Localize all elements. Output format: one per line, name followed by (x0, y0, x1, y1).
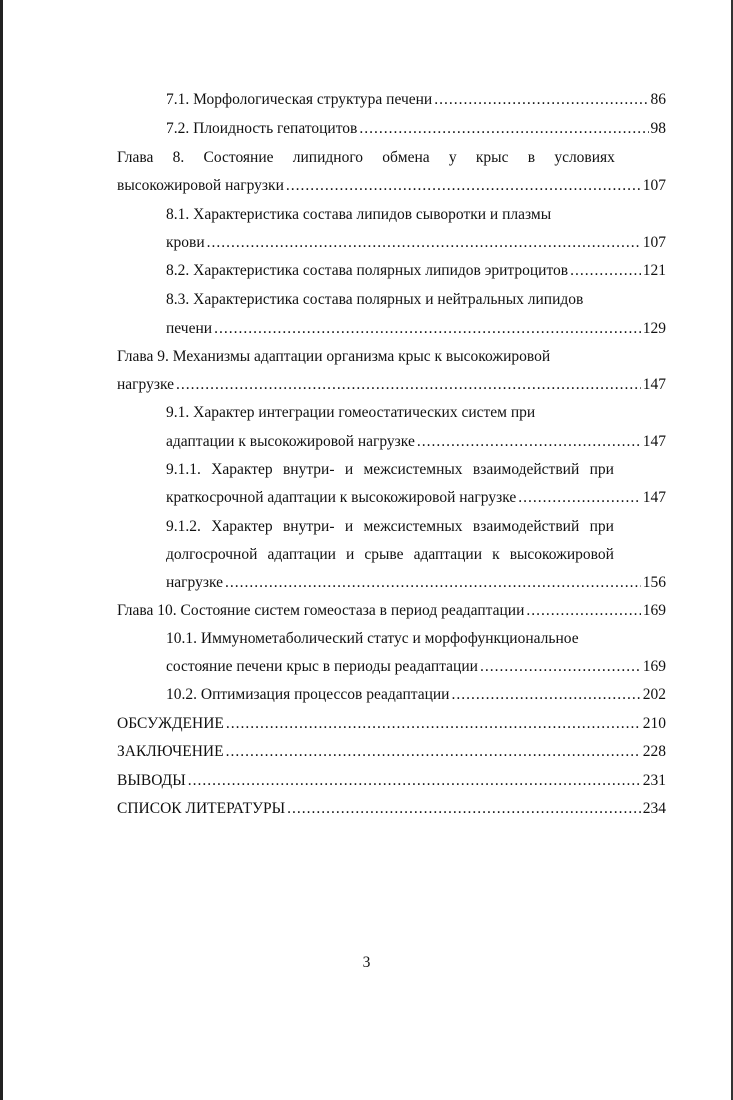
toc-page-number: 228 (642, 743, 666, 760)
word: обмена (382, 149, 430, 166)
toc-page-number: 86 (650, 91, 666, 108)
toc-entry-title: ЗАКЛЮЧЕНИЕ (117, 743, 224, 760)
dot-leader (226, 713, 641, 735)
toc-page-number: 107 (642, 177, 666, 194)
dot-leader (417, 431, 641, 453)
dot-leader (480, 656, 641, 678)
dot-leader (434, 89, 648, 111)
toc-entry-9-1 (166, 431, 666, 453)
dot-leader (451, 684, 640, 706)
toc-entry-10-1-heading: 10.1. Иммунометаболический статус и морфофункциональное (166, 630, 579, 647)
word: Глава (117, 149, 154, 166)
dot-leader (287, 798, 641, 820)
word: адаптации (413, 546, 483, 563)
toc-entry-7-1 (166, 89, 666, 111)
word: взаимодействий (472, 461, 580, 478)
toc-entry-references (117, 798, 666, 820)
dot-leader (207, 232, 641, 254)
toc-entry-8-2 (166, 260, 666, 282)
toc-entry-title: 10.2. Оптимизация процессов реадаптации (166, 686, 450, 703)
word: при (589, 461, 614, 478)
word: в (527, 149, 536, 166)
toc-entry-title: состояние печени крыс в периоды реадаптации (166, 658, 478, 675)
toc-entry-9-1-2 (166, 572, 666, 594)
dot-leader (359, 118, 648, 140)
toc-page-number: 147 (642, 433, 666, 450)
toc-entry-8-1 (166, 232, 666, 254)
dot-leader (176, 374, 641, 396)
toc-page-number: 231 (642, 772, 666, 789)
toc-page-number: 147 (642, 489, 666, 506)
toc-page-number: 147 (642, 376, 666, 393)
toc-entry-discussion (117, 713, 666, 735)
toc-chapter-8-heading (117, 147, 615, 169)
toc-entry-conclusion (117, 741, 666, 763)
toc-page-number: 169 (642, 658, 666, 675)
toc-entry-9-1-2-heading-line2 (166, 544, 614, 566)
word: взаимодействий (472, 518, 580, 535)
word: крыс (475, 149, 509, 166)
toc-page-number: 121 (642, 262, 666, 279)
toc-entry-title: ОБСУЖДЕНИЕ (117, 715, 224, 732)
toc-entry-title: нагрузке (166, 574, 223, 591)
word: Состояние (203, 149, 274, 166)
word: и (345, 546, 355, 563)
toc-entry-chapter-8 (117, 175, 666, 197)
toc-page-number: 202 (642, 686, 666, 703)
word: адаптации (267, 546, 336, 563)
word: и (344, 518, 354, 535)
toc-page-number: 107 (642, 234, 666, 251)
word: межсистемных (363, 518, 463, 535)
toc-entry-10-1 (166, 656, 666, 678)
dot-leader (286, 175, 641, 197)
toc-entry-9-1-1-heading (166, 459, 614, 481)
toc-page-number: 234 (642, 800, 666, 817)
word: 9.1.1. (166, 461, 201, 478)
toc-entry-8-1-heading: 8.1. Характеристика состава липидов сыворотки и плазмы (166, 206, 552, 223)
toc-page-number: 210 (642, 715, 666, 732)
toc-entry-title: нагрузке (117, 376, 174, 393)
toc-page-number: 129 (642, 320, 666, 337)
toc-page-number: 98 (650, 120, 666, 137)
word: межсистемных (363, 461, 463, 478)
toc-page-number: 156 (642, 574, 666, 591)
toc-entry-title: крови (166, 234, 205, 251)
word: долгосрочной (166, 546, 258, 563)
toc-entry-10-2 (166, 684, 666, 706)
word: 8. (172, 149, 185, 166)
toc-entry-title: ВЫВОДЫ (117, 772, 186, 789)
toc-entry-7-2 (166, 118, 666, 140)
dot-leader (188, 770, 641, 792)
toc-entry-9-1-heading: 9.1. Характер интеграции гомеостатических систем при (166, 404, 536, 421)
word: высокожировой (509, 546, 614, 563)
dot-leader (226, 741, 641, 763)
toc-entry-title: краткосрочной адаптации к высокожировой нагрузке (166, 489, 517, 506)
toc-entry-9-1-2-heading (166, 516, 614, 538)
dot-leader (214, 318, 641, 340)
toc-entry-9-1-1 (166, 487, 666, 509)
word: у (448, 149, 457, 166)
toc-entry-title: СПИСОК ЛИТЕРАТУРЫ (117, 800, 286, 817)
word: к (492, 546, 500, 563)
word: 9.1.2. (166, 518, 201, 535)
toc-entry-title: 7.1. Морфологическая структура печени (166, 91, 433, 108)
dot-leader (526, 600, 640, 622)
word: внутри- (282, 461, 335, 478)
toc-entry-title: адаптации к высокожировой нагрузке (166, 433, 415, 450)
dot-leader (225, 572, 641, 594)
word: липидного (292, 149, 364, 166)
toc-entry-findings (117, 770, 666, 792)
word: срыве (364, 546, 404, 563)
toc-entry-chapter-9 (117, 374, 666, 396)
toc-entry-title: 7.2. Плоидность гепатоцитов (166, 120, 358, 137)
toc-entry-title: печени (166, 320, 213, 337)
toc-chapter-9-heading: Глава 9. Механизмы адаптации организма крыс к высокожировой (117, 348, 551, 365)
word: при (589, 518, 614, 535)
page-number: 3 (362, 954, 371, 971)
word: Характер (211, 518, 273, 535)
toc-entry-8-3 (166, 318, 666, 340)
word: Характер (211, 461, 273, 478)
toc-entry-8-3-heading: 8.3. Характеристика состава полярных и нейтральных липидов (166, 291, 584, 308)
word: и (344, 461, 354, 478)
toc-entry-chapter-10 (117, 600, 666, 622)
dot-leader (570, 260, 641, 282)
toc-page-number: 169 (642, 602, 666, 619)
toc-entry-title: 8.2. Характеристика состава полярных липидов эритроцитов (166, 262, 569, 279)
word: условиях (554, 149, 615, 166)
word: внутри- (282, 518, 335, 535)
toc-entry-title: высокожировой нагрузки (117, 177, 284, 194)
dot-leader (518, 487, 641, 509)
toc-entry-title: Глава 10. Состояние систем гомеостаза в период реадаптации (117, 602, 525, 619)
